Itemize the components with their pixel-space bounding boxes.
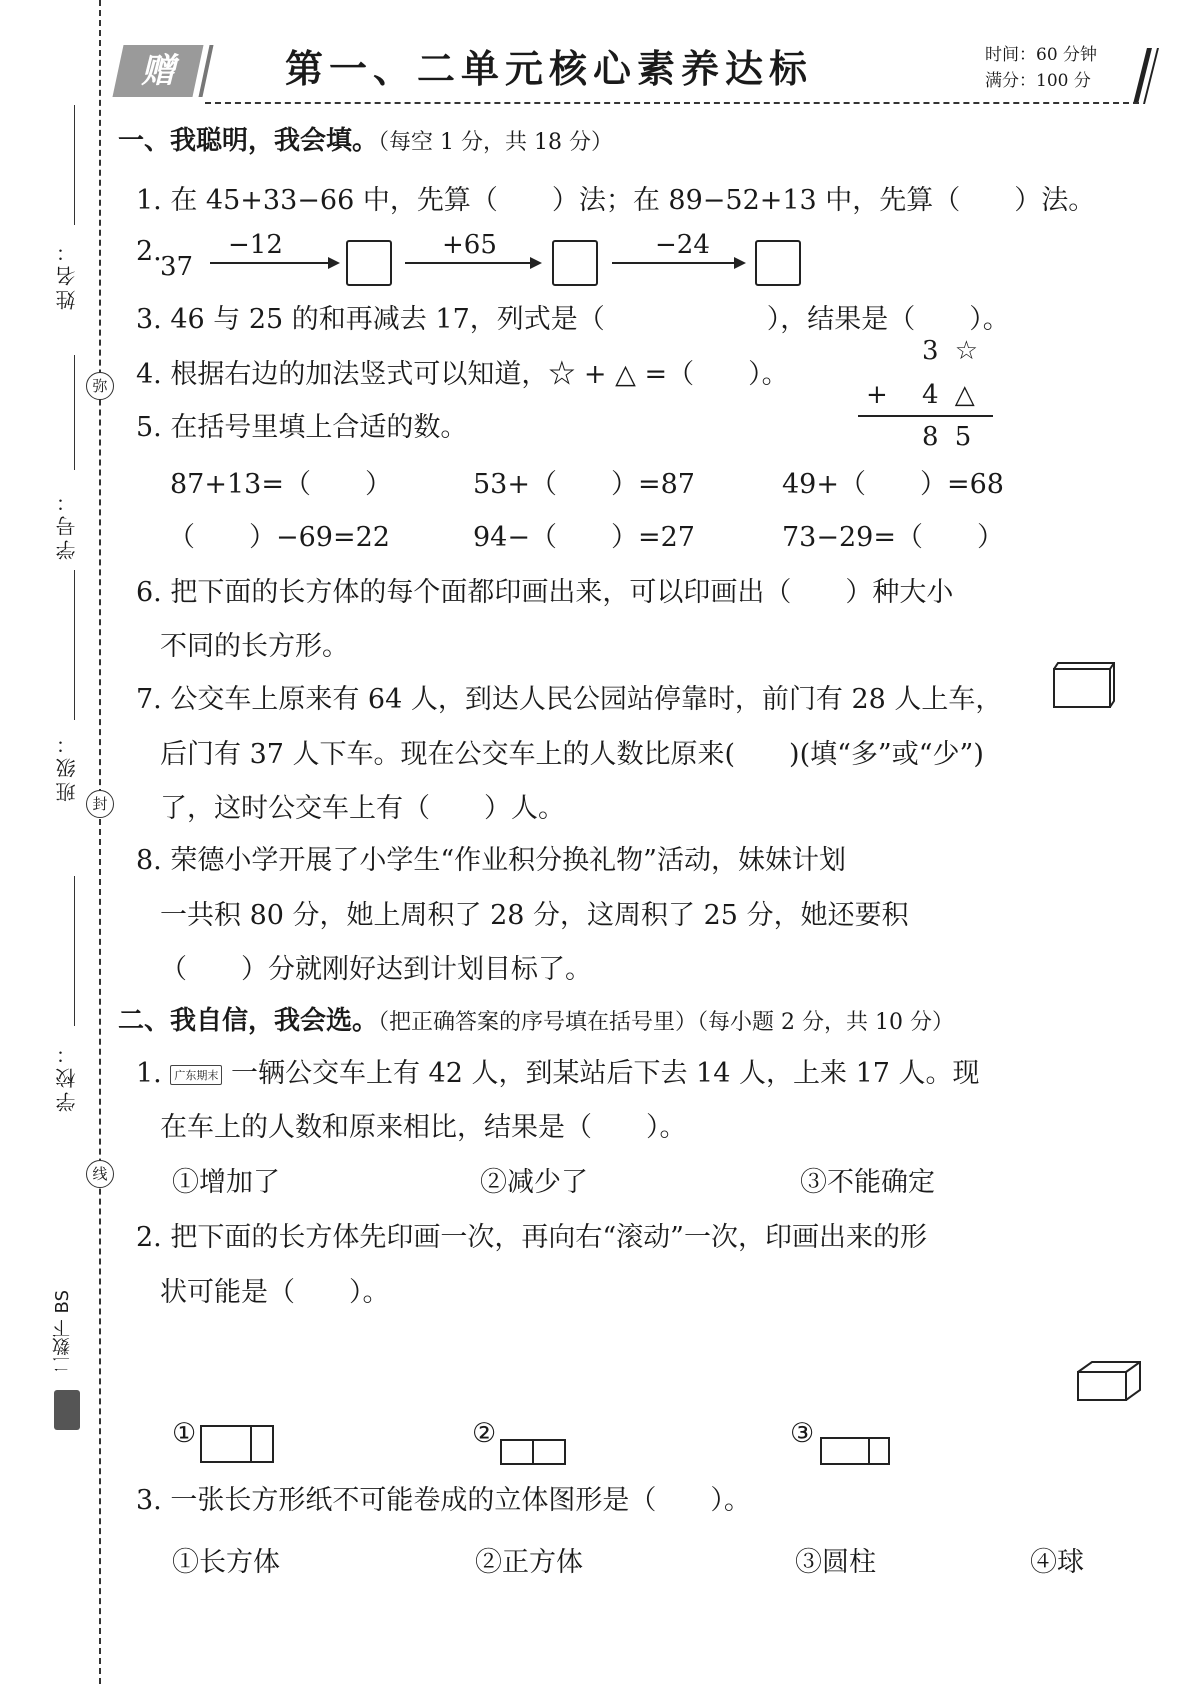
option-4[interactable]: ④球: [1030, 1547, 1084, 1578]
equation: 94−（ ）=27: [473, 522, 695, 553]
equation: 49+（ ）=68: [782, 469, 1004, 500]
section1-heading: 一、我聪明，我会填。（每空 1 分，共 18 分）: [118, 126, 613, 156]
student-id-label: 学号：: [55, 488, 79, 560]
op-2: +65: [442, 230, 497, 260]
s1-question-3: 3. 46 与 25 的和再减去 17，列式是（ ），结果是（ ）。: [136, 304, 1010, 335]
answer-box-2[interactable]: [552, 240, 598, 286]
s2-question-1-cont: 在车上的人数和原来相比，结果是（ ）。: [160, 1112, 687, 1143]
equation: 73−29=（ ）: [782, 522, 1004, 553]
s1-question-4: 4. 根据右边的加法竖式可以知道，☆ + △ =（ ）。: [136, 359, 789, 390]
s1-question-7: 7. 公交车上原来有 64 人，到达人民公园站停靠时，前门有 28 人上车，: [136, 684, 1003, 715]
side-brand: 二数下 BS: [52, 1290, 73, 1374]
s1-question-8-cont1: 一共积 80 分，她上周积了 28 分，这周积了 25 分，她还要积: [160, 900, 909, 931]
s1-question-6: 6. 把下面的长方体的每个面都印画出来，可以印画出（ ）种大小: [136, 577, 954, 608]
shape-option-1[interactable]: [200, 1425, 274, 1463]
option-3[interactable]: ③不能确定: [800, 1167, 935, 1198]
shape-option-3[interactable]: [820, 1437, 890, 1465]
source-tag: 广东期末: [170, 1065, 222, 1085]
answer-box-3[interactable]: [755, 240, 801, 286]
cuboid-flat-icon: [1050, 655, 1120, 715]
cuboid-icon: [1075, 1360, 1145, 1405]
s2-question-2: 2. 把下面的长方体先印画一次，再向右“滚动”一次，印画出来的形: [136, 1222, 927, 1253]
seal-feng: 封: [86, 790, 114, 818]
seal-xian: 线: [86, 1160, 114, 1188]
s1-question-2-num: 2.: [136, 236, 162, 267]
option-2[interactable]: ②: [472, 1418, 497, 1449]
arrow-icon: [612, 262, 744, 264]
class-line[interactable]: [74, 570, 75, 720]
student-id-line[interactable]: [74, 355, 75, 470]
gift-badge: 赠: [112, 45, 209, 97]
school-label: 学校：: [55, 1040, 79, 1112]
class-label: 班级：: [55, 730, 79, 802]
vcalc-row1: 3 ☆: [922, 336, 983, 366]
option-1[interactable]: ①长方体: [172, 1547, 280, 1578]
shape-option-2[interactable]: [500, 1439, 566, 1465]
option-1[interactable]: ①: [172, 1418, 197, 1449]
chain-start-value: 37: [160, 252, 194, 282]
name-label: 姓名：: [55, 238, 79, 310]
page-title: 第一、二单元核心素养达标: [285, 46, 814, 91]
equation: 53+（ ）=87: [473, 469, 695, 500]
s1-question-8: 8. 荣德小学开展了小学生“作业积分换礼物”活动，妹妹计划: [136, 845, 846, 876]
option-3[interactable]: ③: [790, 1418, 815, 1449]
equation: 87+13=（ ）: [170, 469, 392, 500]
s1-question-1: 1. 在 45+33−66 中，先算（ ）法；在 89−52+13 中，先算（ ）法。: [136, 185, 1096, 216]
op-1: −12: [228, 230, 283, 260]
s1-question-8-cont2: （ ）分就刚好达到计划目标了。: [160, 954, 592, 985]
vcalc-rule: [858, 415, 993, 417]
exam-meta: [985, 42, 1097, 94]
s2-question-1: 1. 广东期末 一辆公交车上有 42 人，到某站后下去 14 人，上来 17 人。现: [136, 1058, 980, 1089]
vcalc-result: 8 5: [922, 422, 976, 452]
arrow-icon: [405, 262, 540, 264]
vcalc-plus: +: [866, 380, 888, 410]
option-2[interactable]: ②减少了: [480, 1167, 588, 1198]
option-3[interactable]: ③圆柱: [795, 1547, 876, 1578]
seal-mi: 弥: [86, 372, 114, 400]
op-3: −24: [655, 230, 710, 260]
option-1[interactable]: ①增加了: [172, 1167, 280, 1198]
s1-question-7-cont1: 后门有 37 人下车。现在公交车上的人数比原来( )(填“多”或“少”): [160, 739, 984, 770]
s2-question-2-cont: 状可能是（ ）。: [160, 1277, 390, 1308]
name-line[interactable]: [74, 105, 75, 225]
section2-heading: 二、我自信，我会选。（把正确答案的序号填在括号里）（每小题 2 分，共 10 分）: [118, 1006, 954, 1036]
full-score: 满分：100 分: [985, 71, 1091, 91]
option-2[interactable]: ②正方体: [475, 1547, 583, 1578]
brand-logo-icon: [54, 1390, 80, 1430]
equation: （ ）−69=22: [168, 522, 390, 553]
s1-question-5: 5. 在括号里填上合适的数。: [136, 412, 468, 443]
s1-question-7-cont2: 了，这时公交车上有（ ）人。: [160, 793, 565, 824]
answer-box-1[interactable]: [346, 240, 392, 286]
header-divider: [205, 102, 1139, 104]
arrow-icon: [210, 262, 338, 264]
time-limit: 时间：60 分钟: [985, 45, 1098, 65]
vcalc-row2: 4 △: [922, 380, 979, 410]
cut-line: [99, 0, 101, 1684]
s2-question-3: 3. 一张长方形纸不可能卷成的立体图形是（ ）。: [136, 1485, 751, 1516]
school-line[interactable]: [74, 876, 75, 1026]
s1-question-6-cont: 不同的长方形。: [160, 631, 349, 662]
